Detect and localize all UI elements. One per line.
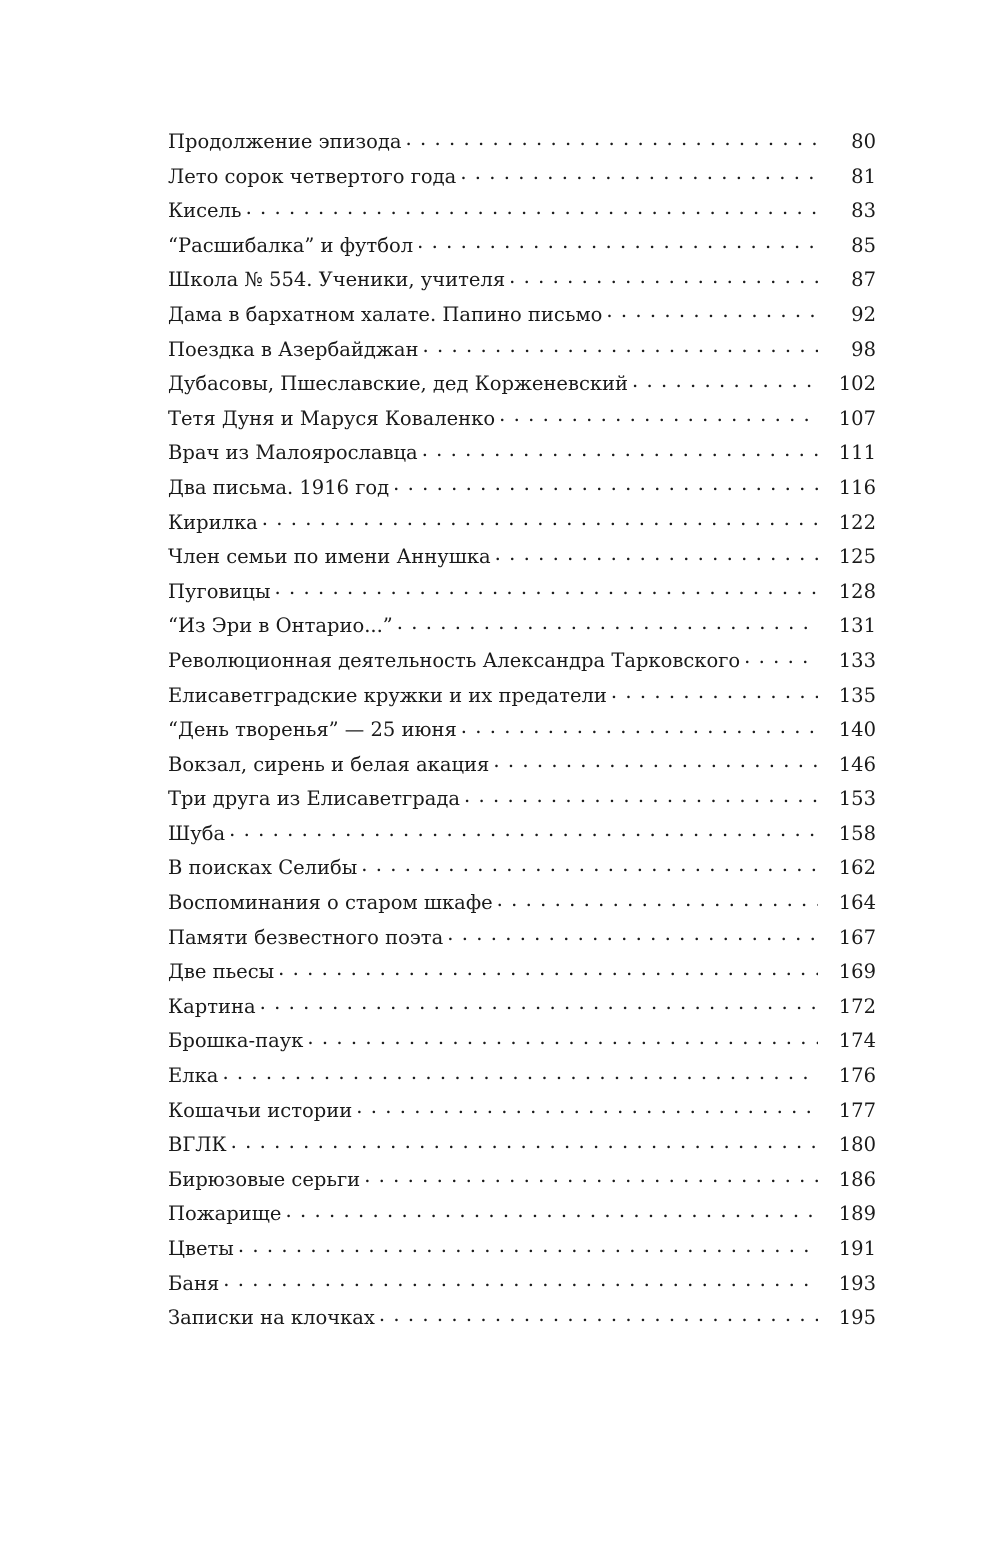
toc-entry[interactable] — [168, 1024, 876, 1059]
toc-dot-leader — [495, 544, 818, 564]
toc-dot-leader — [632, 371, 818, 391]
toc-entry-page: 98 — [851, 337, 876, 361]
toc-entry-title: Шуба — [168, 821, 226, 845]
toc-entry[interactable] — [168, 1128, 876, 1163]
toc-dot-leader — [417, 232, 818, 252]
toc-dot-leader — [606, 301, 818, 321]
toc-entry[interactable] — [168, 436, 876, 471]
toc-dot-leader — [274, 578, 818, 598]
toc-entry[interactable] — [168, 782, 876, 817]
toc-entry[interactable] — [168, 367, 876, 402]
toc-entry-page: 158 — [838, 821, 876, 845]
toc-entry[interactable] — [168, 540, 876, 575]
toc-entry-page: 191 — [838, 1237, 876, 1260]
toc-entry[interactable] — [168, 713, 876, 748]
toc-entry-title: Революционная деятельность Александра Тарковского — [168, 648, 741, 672]
toc-entry[interactable] — [168, 886, 876, 921]
toc-entry[interactable] — [168, 1059, 876, 1094]
toc-entry-title: Дама в бархатном халате. Папино письмо — [168, 302, 603, 326]
toc-entry[interactable] — [168, 921, 876, 956]
toc-dot-leader — [356, 1097, 818, 1117]
toc-entry-page: 125 — [838, 545, 876, 569]
toc-dot-leader — [262, 509, 818, 529]
toc-entry-page: 87 — [851, 268, 876, 292]
toc-entry[interactable] — [168, 229, 876, 264]
toc-dot-leader — [364, 1166, 818, 1186]
toc-entry-page: 189 — [838, 1202, 876, 1226]
toc-entry[interactable] — [168, 1197, 876, 1232]
toc-entry-title: Брошка-паук — [168, 1029, 304, 1053]
toc-entry-title: Кирилка — [168, 510, 258, 534]
toc-entry-page: 164 — [838, 891, 876, 915]
toc-entry-page: 174 — [838, 1029, 876, 1053]
toc-dot-leader — [447, 924, 818, 944]
toc-dot-leader — [744, 647, 818, 667]
toc-entry-page: 102 — [838, 372, 876, 396]
toc-entry-page: 195 — [838, 1306, 876, 1330]
toc-entry-page: 122 — [838, 510, 876, 534]
toc-dot-leader — [285, 1201, 818, 1221]
toc-entry-page: 107 — [838, 406, 876, 430]
toc-dot-leader — [422, 440, 818, 460]
toc-entry-title: Пожарище — [168, 1202, 282, 1226]
toc-entry[interactable] — [168, 1094, 876, 1129]
toc-entry[interactable] — [168, 1163, 876, 1198]
toc-entry[interactable] — [168, 298, 876, 333]
toc-dot-leader — [499, 405, 818, 425]
toc-dot-leader — [361, 855, 818, 875]
toc-dot-leader — [497, 890, 818, 910]
toc-entry-page: 162 — [838, 856, 876, 880]
toc-dot-leader — [461, 717, 818, 737]
toc-entry-page: 111 — [838, 441, 876, 465]
toc-entry[interactable] — [168, 575, 876, 610]
toc-entry-page: 153 — [838, 787, 876, 811]
toc-entry-page: 169 — [838, 960, 876, 984]
toc-entry-title: Продолжение эпизода — [168, 130, 402, 153]
toc-dot-leader — [307, 1028, 818, 1048]
toc-dot-leader — [278, 959, 818, 979]
toc-entry-page: 193 — [838, 1271, 876, 1295]
toc-entry-page: 135 — [838, 683, 876, 707]
toc-entry-page: 85 — [851, 233, 876, 257]
toc-entry-title: Елисаветградские кружки и их предатели — [168, 683, 607, 707]
toc-dot-leader — [611, 682, 818, 702]
toc-entry-page: 186 — [838, 1167, 876, 1191]
toc-dot-leader — [231, 1132, 818, 1152]
toc-entry-title: Лето сорок четвертого года — [168, 164, 457, 188]
toc-entry-title: ВГЛК — [168, 1133, 227, 1157]
toc-entry-title: В поисках Селибы — [168, 856, 358, 880]
toc-entry[interactable] — [168, 471, 876, 506]
toc-entry-title: Баня — [168, 1271, 220, 1295]
toc-entry-title: Член семьи по имени Аннушка — [168, 545, 491, 569]
table-of-contents — [168, 125, 876, 1336]
toc-dot-leader — [379, 1305, 818, 1325]
toc-entry-title: Кисель — [168, 199, 242, 223]
toc-entry-page: 131 — [838, 614, 876, 638]
toc-entry-page: 133 — [838, 648, 876, 672]
toc-entry-page: 176 — [838, 1064, 876, 1088]
toc-entry-title: “Расшибалка” и футбол — [168, 233, 414, 257]
toc-entry[interactable] — [168, 1232, 876, 1267]
toc-entry[interactable] — [168, 990, 876, 1025]
toc-entry-title: Пуговицы — [168, 579, 271, 603]
toc-entry[interactable] — [168, 263, 876, 298]
toc-entry-title: Записки на клочках — [168, 1306, 375, 1330]
toc-entry[interactable] — [168, 506, 876, 541]
toc-entry-title: Вокзал, сирень и белая акация — [168, 752, 490, 776]
toc-dot-leader — [238, 1236, 818, 1256]
toc-entry-page: 177 — [838, 1098, 876, 1122]
toc-entry-title: Два письма. 1916 год — [168, 475, 390, 499]
toc-entry[interactable] — [168, 194, 876, 229]
toc-dot-leader — [260, 993, 818, 1013]
toc-entry[interactable] — [168, 748, 876, 783]
toc-dot-leader — [493, 751, 818, 771]
toc-entry[interactable] — [168, 679, 876, 714]
toc-dot-leader — [393, 474, 818, 494]
toc-entry-title: Памяти безвестного поэта — [168, 925, 444, 949]
toc-dot-leader — [397, 613, 818, 633]
toc-dot-leader — [509, 267, 818, 287]
toc-entry-page: 83 — [851, 199, 876, 223]
toc-entry[interactable] — [168, 160, 876, 195]
toc-entry[interactable] — [168, 1301, 876, 1336]
toc-entry[interactable] — [168, 333, 876, 368]
toc-entry[interactable] — [168, 955, 876, 990]
toc-entry-page: 172 — [838, 994, 876, 1018]
toc-entry-title: Кошачьи истории — [168, 1098, 353, 1122]
toc-entry-title: Дубасовы, Пшеславские, дед Корженевский — [168, 372, 629, 396]
toc-entry-title: Картина — [168, 994, 256, 1018]
toc-dot-leader — [406, 129, 819, 149]
toc-dot-leader — [464, 786, 818, 806]
toc-entry-title: Три друга из Елисаветграда — [168, 787, 460, 811]
toc-entry[interactable] — [168, 644, 876, 679]
toc-entry[interactable] — [168, 851, 876, 886]
toc-entry[interactable] — [168, 817, 876, 852]
toc-dot-leader — [422, 336, 818, 356]
toc-entry[interactable] — [168, 1267, 876, 1302]
toc-entry-title: “Из Эри в Онтарио...” — [168, 614, 393, 638]
toc-entry-title: Школа № 554. Ученики, учителя — [168, 268, 506, 292]
toc-dot-leader — [222, 1063, 818, 1083]
toc-entry-title: Воспоминания о старом шкафе — [168, 891, 493, 915]
toc-dot-leader — [229, 820, 818, 840]
toc-dot-leader — [246, 198, 818, 218]
toc-entry-page: 116 — [838, 475, 876, 499]
toc-entry-page: 140 — [838, 718, 876, 742]
toc-dot-leader — [223, 1270, 818, 1290]
toc-entry-title: Врач из Малоярославца — [168, 441, 418, 465]
toc-dot-leader — [460, 163, 818, 183]
toc-entry-title: Тетя Дуня и Маруся Коваленко — [168, 406, 496, 430]
toc-entry-title: Бирюзовые серьги — [168, 1167, 361, 1191]
toc-entry-title: Поездка в Азербайджан — [168, 337, 419, 361]
toc-entry-page: 180 — [838, 1133, 876, 1157]
toc-entry-page: 80 — [851, 130, 876, 153]
toc-entry-page: 81 — [851, 164, 876, 188]
toc-entry-page: 146 — [838, 752, 876, 776]
toc-entry-title: Цветы — [168, 1237, 234, 1260]
toc-entry[interactable] — [168, 609, 876, 644]
toc-entry-title: Елка — [168, 1064, 219, 1088]
toc-entry-page: 167 — [838, 925, 876, 949]
toc-entry-page: 92 — [851, 302, 876, 326]
toc-entry-title: “День творенья” — 25 июня — [168, 718, 457, 742]
toc-entry[interactable] — [168, 125, 876, 160]
toc-entry-title: Две пьесы — [168, 960, 275, 984]
toc-entry[interactable] — [168, 402, 876, 437]
toc-entry-page: 128 — [838, 579, 876, 603]
